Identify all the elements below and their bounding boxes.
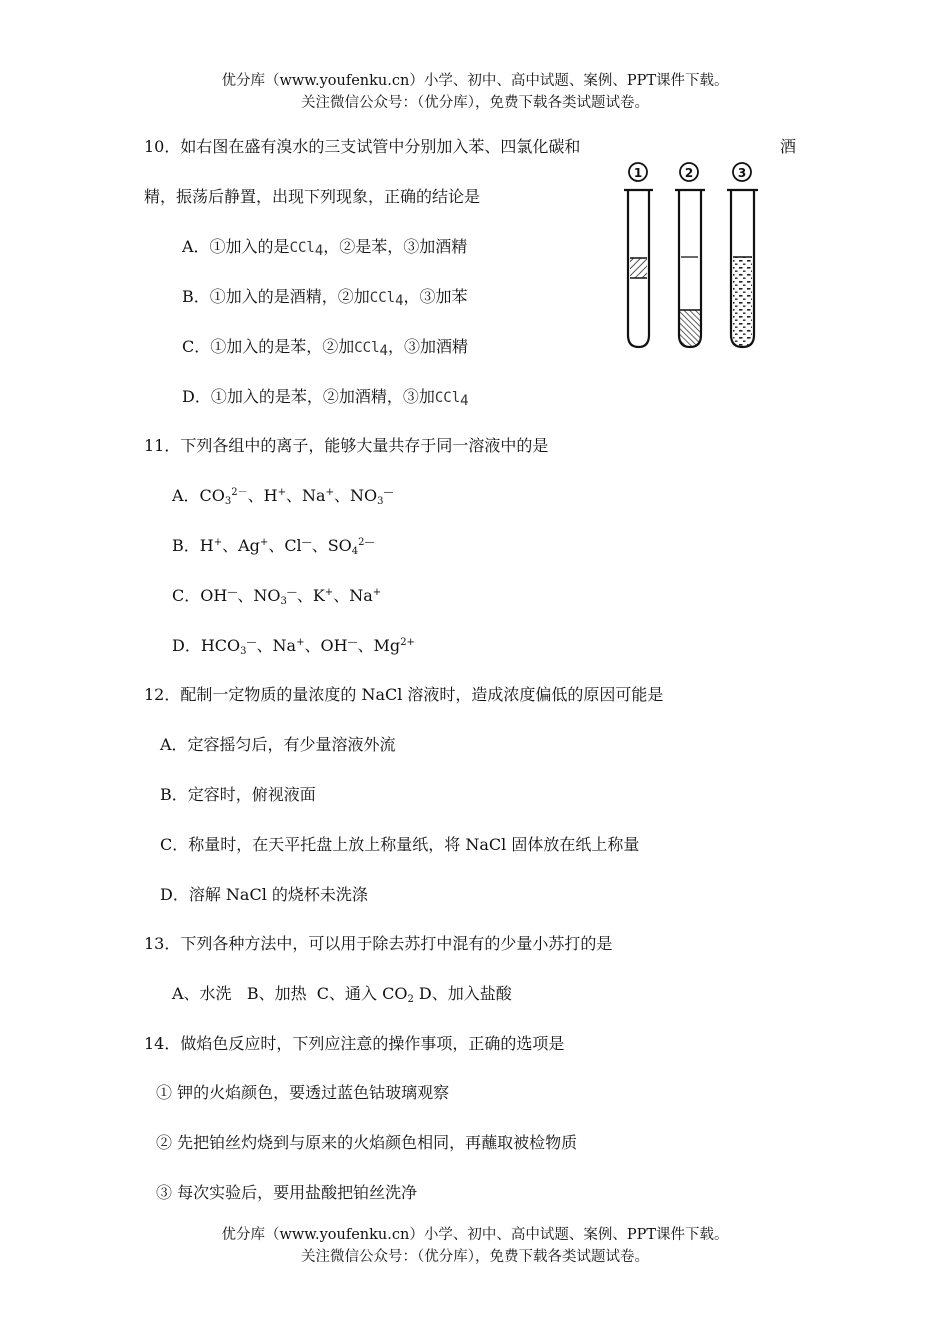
q11-a-p3: +: [325, 487, 334, 498]
page-header-line-2: 关注微信公众号：（优分库），免费下载各类试题试卷。: [301, 95, 649, 111]
q14-stem: 14．做焰色反应时，下列应注意的操作事项，正确的选项是: [144, 1034, 565, 1053]
q10-option-a-rest: ，②是苯，③加酒精: [323, 237, 468, 256]
q10-stem-line-2: 精，振荡后静置，出现下列现象，正确的结论是: [144, 187, 481, 206]
q10-option-b-rest: ，③加苯: [403, 287, 468, 306]
q12-option-c: C．称量时，在天平托盘上放上称量纸，将 NaCl 固体放在纸上称量: [160, 835, 640, 854]
q11-c-p3: +: [324, 587, 334, 598]
q11-option-d: [172, 634, 415, 658]
q11-stem: 11．下列各组中的离子，能够大量共存于同一溶液中的是: [144, 436, 549, 455]
q11-c-t4: 、Na: [333, 586, 373, 605]
q11-d-p4: 2+: [400, 637, 415, 648]
q11-b-p3: —: [301, 537, 312, 548]
q11-a-p2: +: [277, 487, 287, 498]
q11-d-p3: —: [347, 637, 358, 648]
test-tubes-figure: [618, 160, 768, 355]
q13-options-sub: 2: [407, 994, 414, 1005]
q10-option-d-text: D．①加入的是苯，②加酒精，③加: [182, 387, 435, 406]
q11-d-t2: 、Na: [256, 636, 297, 655]
q11-d-p1: —: [246, 637, 257, 648]
q11-b-t2: 、Ag: [222, 536, 260, 555]
q11-b-t3: 、Cl: [268, 536, 302, 555]
q10-option-c-formula: CCl: [354, 340, 380, 356]
q10-option-a: [182, 235, 467, 260]
q11-a-t4: 、NO: [333, 486, 378, 505]
tube-label-1: [629, 163, 647, 181]
q11-c-t3: 、K: [296, 586, 325, 605]
tube-label-2: [680, 163, 698, 181]
q10-option-a-formula: CCl: [289, 240, 315, 256]
svg-text:3: 3: [737, 166, 747, 180]
q10-stem-line-1: 10．如右图在盛有溴水的三支试管中分别加入苯、四氯化碳和: [144, 137, 581, 156]
q11-a-p1: 2－: [231, 487, 248, 498]
q10-option-b-text: B．①加入的是酒精，②加: [182, 287, 370, 306]
q10-stem-line-1-end: 酒: [780, 137, 797, 156]
q10-option-b-formula: CCl: [369, 290, 396, 306]
tube-label-3: [733, 163, 751, 181]
page-footer-line-1: 优分库（www.youfenku.cn）小学、初中、高中试题、案例、PPT课件下载。: [221, 1227, 729, 1243]
test-tube-2: [675, 190, 705, 347]
q14-item-2: ② 先把铂丝灼烧到与原来的火焰颜色相同，再蘸取被检物质: [156, 1133, 578, 1152]
q11-b-t4: 、SO: [311, 536, 352, 555]
q11-d-t3: 、OH: [304, 636, 348, 655]
q10-option-c-rest: ，③加酒精: [387, 337, 468, 356]
svg-text:2: 2: [684, 166, 694, 180]
q11-option-c: [172, 584, 381, 608]
q11-b-p1: +: [213, 537, 223, 548]
q11-c-p2: —: [286, 587, 297, 598]
q10-option-b: [182, 285, 468, 310]
q11-b-t1: B．H: [172, 536, 214, 555]
q10-option-c-text: C．①加入的是苯，②加: [182, 337, 355, 356]
q10-option-b-formula-sub: 4: [395, 293, 404, 309]
q11-c-t2: 、NO: [237, 586, 281, 605]
q11-a-p4: —: [383, 487, 394, 498]
q10-option-d-formula-sub: 4: [460, 393, 469, 409]
q12-option-d: D．溶解 NaCl 的烧杯未洗涤: [160, 885, 368, 904]
q11-a-s1: 3: [224, 496, 232, 507]
q11-option-a: [172, 484, 393, 508]
svg-text:1: 1: [633, 166, 643, 180]
page-footer-line-2: 关注微信公众号：（优分库），免费下载各类试题试卷。: [301, 1249, 649, 1265]
q11-d-t1: D．HCO: [172, 636, 241, 655]
test-tube-1: [624, 190, 653, 347]
q10-option-c: [182, 335, 468, 360]
q11-b-p2: +: [259, 537, 269, 548]
q11-c-p4: +: [372, 587, 382, 598]
q11-d-s1: 3: [240, 646, 247, 657]
q10-option-a-text: A．①加入的是: [182, 237, 290, 256]
q10-option-c-formula-sub: 4: [379, 343, 388, 359]
q12-option-b: B．定容时，俯视液面: [160, 785, 316, 804]
test-tube-3: [727, 190, 758, 347]
q11-a-s4: 3: [377, 496, 384, 507]
q11-d-p2: +: [296, 637, 305, 648]
q13-options: [172, 982, 512, 1006]
q11-c-p1: —: [227, 587, 238, 598]
q13-options-part-2: D、加入盐酸: [413, 984, 512, 1003]
q11-c-t1: C．OH: [172, 586, 228, 605]
q11-a-t2: 、H: [247, 486, 278, 505]
page-header-line-1: 优分库（www.youfenku.cn）小学、初中、高中试题、案例、PPT课件下载。: [221, 73, 729, 89]
q11-d-t4: 、Mg: [357, 636, 401, 655]
q13-options-part-1: A、水洗 B、加热 C、通入 CO: [172, 984, 408, 1003]
q11-a-t1: A．CO: [172, 486, 225, 505]
q11-c-s2: 3: [280, 596, 287, 607]
q11-option-b: [172, 534, 375, 558]
q12-stem: 12．配制一定物质的量浓度的 NaCl 溶液时，造成浓度偏低的原因可能是: [144, 685, 664, 704]
q10-option-d: [182, 385, 469, 410]
q11-b-p4: 2—: [358, 537, 375, 548]
q14-item-3: ③ 每次实验后，要用盐酸把铂丝洗净: [156, 1183, 418, 1202]
q10-option-d-formula: CCl: [434, 390, 461, 406]
q13-stem: 13．下列各种方法中，可以用于除去苏打中混有的少量小苏打的是: [144, 934, 613, 953]
q11-a-t3: 、Na: [286, 486, 326, 505]
q12-option-a: A．定容摇匀后，有少量溶液外流: [160, 735, 396, 754]
q14-item-1: ① 钾的火焰颜色，要透过蓝色钴玻璃观察: [156, 1083, 450, 1102]
q11-b-s4: 4: [351, 546, 359, 557]
q10-option-a-formula-sub: 4: [314, 243, 324, 259]
